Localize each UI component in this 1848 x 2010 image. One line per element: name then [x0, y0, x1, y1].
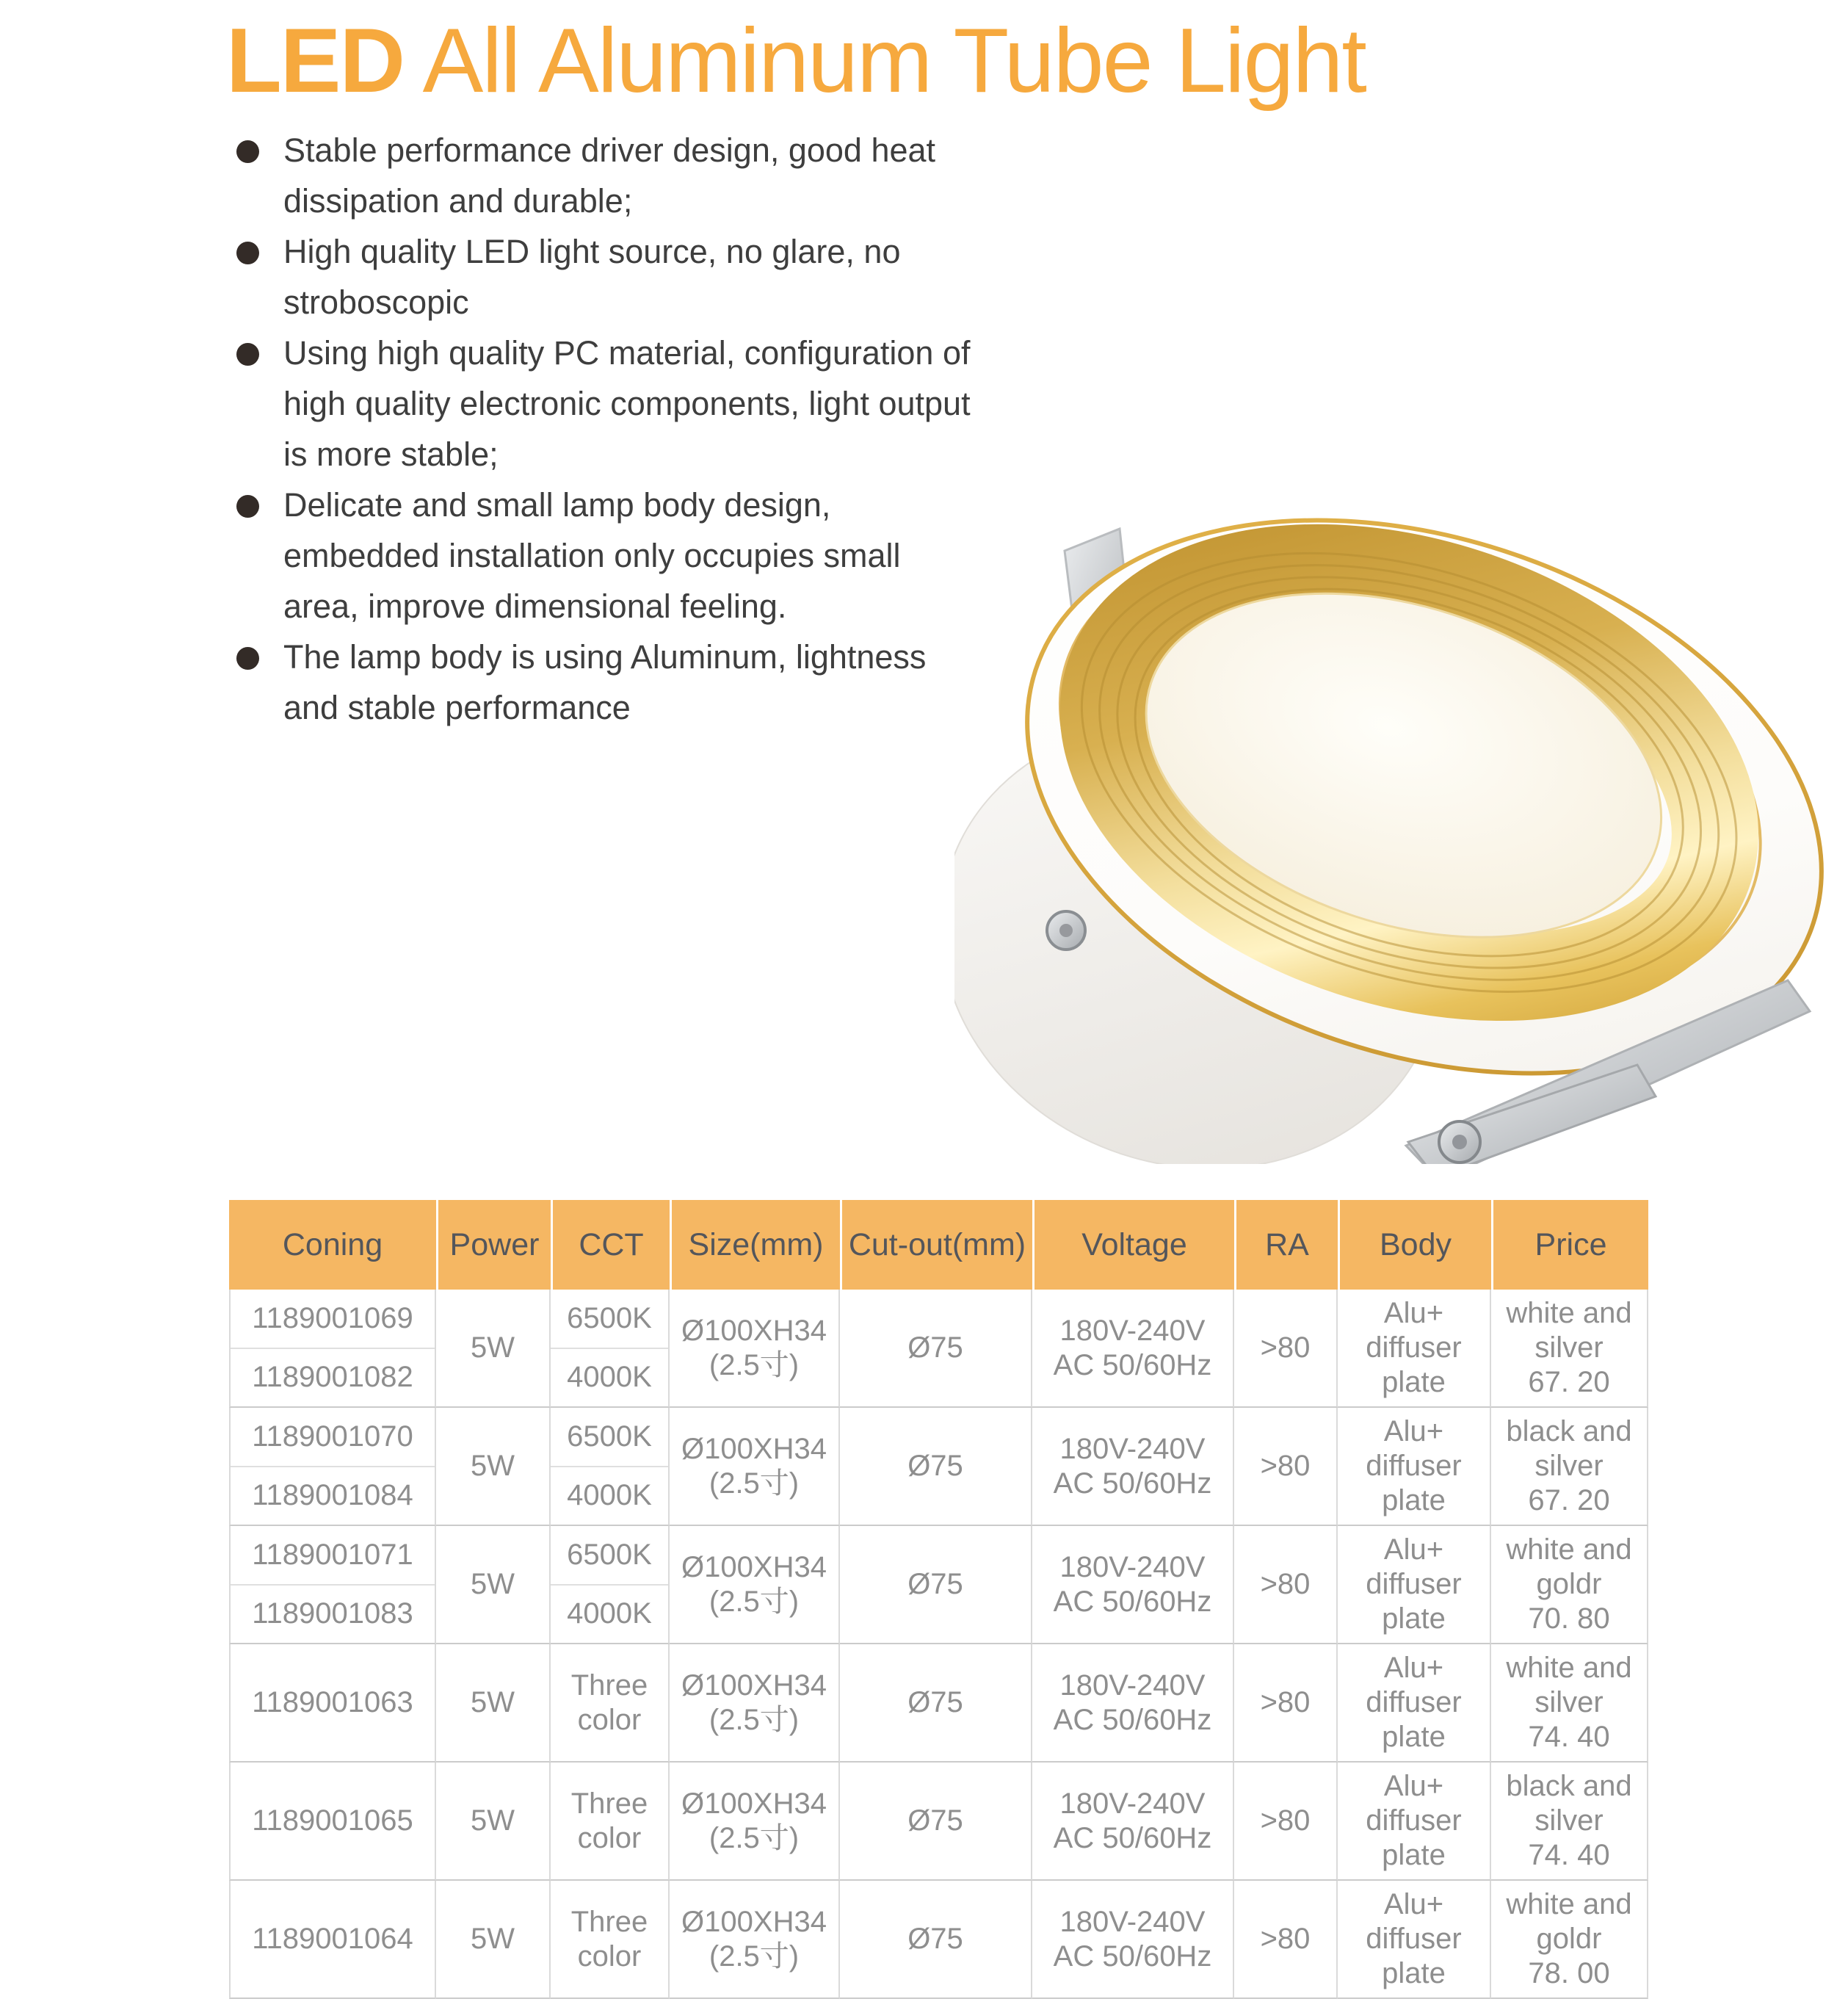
bullet-icon: [236, 242, 259, 264]
feature-line: Stable performance driver design, good heat: [283, 131, 936, 169]
spec-table: [229, 1200, 1648, 1999]
cell-cutout: Ø75: [840, 1763, 1032, 1881]
cell-coning: [229, 1526, 436, 1644]
table-row: [229, 1408, 1648, 1526]
cell-body: Alu+ diffuser plate: [1338, 1644, 1491, 1763]
feature-text: [283, 328, 971, 480]
col-header-coning: Coning: [229, 1200, 436, 1290]
feature-text: [283, 226, 900, 328]
cell-coning: 1189001063: [229, 1644, 436, 1763]
coning-value: 1189001082: [231, 1348, 435, 1407]
title-led: LED: [226, 10, 404, 112]
cell-cct: Three color: [551, 1763, 670, 1881]
cell-voltage: 180V-240V AC 50/60Hz: [1032, 1408, 1234, 1526]
coning-value: 1189001069: [252, 1301, 413, 1334]
cell-voltage: 180V-240V AC 50/60Hz: [1032, 1290, 1234, 1408]
cell-power: 5W: [436, 1526, 551, 1644]
cell-cutout: Ø75: [840, 1408, 1032, 1526]
cell-body: Alu+ diffuser plate: [1338, 1881, 1491, 1999]
clip-screw: [1059, 924, 1073, 937]
feature-line: Delicate and small lamp body design,: [283, 486, 831, 524]
col-header-body: Body: [1338, 1200, 1491, 1290]
cell-power: 5W: [436, 1408, 551, 1526]
cell-ra: >80: [1234, 1644, 1338, 1763]
cell-body: Alu+ diffuser plate: [1338, 1408, 1491, 1526]
cell-ra: >80: [1234, 1763, 1338, 1881]
feature-item: [236, 226, 1125, 328]
cell-cutout: Ø75: [840, 1290, 1032, 1408]
col-header-ra: RA: [1234, 1200, 1338, 1290]
coning-value: 1189001083: [231, 1584, 435, 1644]
cell-body: Alu+ diffuser plate: [1338, 1526, 1491, 1644]
feature-line: stroboscopic: [283, 283, 469, 321]
col-header-cct: CCT: [551, 1200, 670, 1290]
table-header-row: [229, 1200, 1648, 1290]
cell-voltage: 180V-240V AC 50/60Hz: [1032, 1881, 1234, 1999]
feature-line: high quality electronic components, light output: [283, 385, 971, 422]
bullet-icon: [236, 647, 259, 670]
coning-value: 1189001071: [252, 1538, 413, 1571]
cell-ra: >80: [1234, 1881, 1338, 1999]
feature-line: area, improve dimensional feeling.: [283, 588, 787, 625]
bullet-icon: [236, 495, 259, 518]
cell-voltage: 180V-240V AC 50/60Hz: [1032, 1644, 1234, 1763]
table-row: [229, 1644, 1648, 1763]
bullet-icon: [236, 343, 259, 366]
cell-cct: [551, 1290, 670, 1408]
cell-cct: Three color: [551, 1644, 670, 1763]
cell-cutout: Ø75: [840, 1881, 1032, 1999]
cell-cct: [551, 1408, 670, 1526]
coning-value: 1189001070: [252, 1420, 413, 1453]
feature-line: embedded installation only occupies small: [283, 537, 901, 574]
cell-cct: [551, 1526, 670, 1644]
col-header-price: Price: [1491, 1200, 1648, 1290]
feature-text: [283, 480, 900, 632]
feature-text: [283, 632, 926, 733]
feature-item: [236, 125, 1125, 226]
cell-cutout: Ø75: [840, 1644, 1032, 1763]
cell-price: white and goldr 70. 80: [1491, 1526, 1648, 1644]
cell-power: 5W: [436, 1290, 551, 1408]
cell-voltage: 180V-240V AC 50/60Hz: [1032, 1763, 1234, 1881]
cell-size: Ø100XH34 (2.5寸): [670, 1290, 840, 1408]
cct-value: 4000K: [551, 1348, 668, 1407]
title-rest: All Aluminum Tube Light: [404, 10, 1366, 112]
col-header-size: Size(mm): [670, 1200, 840, 1290]
clip-screw: [1452, 1135, 1467, 1149]
table-row: [229, 1881, 1648, 1999]
cell-coning: [229, 1290, 436, 1408]
col-header-power: Power: [436, 1200, 551, 1290]
cct-value: 4000K: [551, 1584, 668, 1644]
cell-power: 5W: [436, 1763, 551, 1881]
table-row: [229, 1763, 1648, 1881]
cell-ra: >80: [1234, 1408, 1338, 1526]
cell-size: Ø100XH34 (2.5寸): [670, 1526, 840, 1644]
coning-value: 1189001084: [231, 1466, 435, 1525]
feature-item: [236, 328, 1125, 480]
cell-power: 5W: [436, 1644, 551, 1763]
cell-cct: Three color: [551, 1881, 670, 1999]
cell-voltage: 180V-240V AC 50/60Hz: [1032, 1526, 1234, 1644]
cell-size: Ø100XH34 (2.5寸): [670, 1881, 840, 1999]
cct-value: 6500K: [567, 1420, 652, 1453]
cell-price: white and silver 67. 20: [1491, 1290, 1648, 1408]
feature-line: The lamp body is using Aluminum, lightness: [283, 638, 927, 676]
feature-line: Using high quality PC material, configuration of: [283, 334, 971, 372]
feature-text: [283, 125, 935, 226]
cct-value: 6500K: [567, 1301, 652, 1334]
cell-body: Alu+ diffuser plate: [1338, 1290, 1491, 1408]
cell-size: Ø100XH34 (2.5寸): [670, 1763, 840, 1881]
cell-price: white and silver 74. 40: [1491, 1644, 1648, 1763]
feature-line: and stable performance: [283, 689, 631, 726]
cell-price: black and silver 74. 40: [1491, 1763, 1648, 1881]
cell-coning: 1189001065: [229, 1763, 436, 1881]
table-row: [229, 1526, 1648, 1644]
col-header-cutout: Cut-out(mm): [840, 1200, 1032, 1290]
feature-line: dissipation and durable;: [283, 182, 633, 220]
feature-line: High quality LED light source, no glare, no: [283, 233, 901, 270]
page-title: [226, 6, 1366, 116]
cell-coning: 1189001064: [229, 1881, 436, 1999]
cell-price: black and silver 67. 20: [1491, 1408, 1648, 1526]
cell-size: Ø100XH34 (2.5寸): [670, 1644, 840, 1763]
cell-body: Alu+ diffuser plate: [1338, 1763, 1491, 1881]
cell-size: Ø100XH34 (2.5寸): [670, 1408, 840, 1526]
cell-power: 5W: [436, 1881, 551, 1999]
feature-line: is more stable;: [283, 435, 499, 473]
col-header-voltage: Voltage: [1032, 1200, 1234, 1290]
led-downlight-illustration: [954, 481, 1848, 1164]
cell-price: white and goldr 78. 00: [1491, 1881, 1648, 1999]
bullet-icon: [236, 140, 259, 163]
cell-coning: [229, 1408, 436, 1526]
product-photo: [954, 481, 1848, 1164]
cct-value: 6500K: [567, 1538, 652, 1571]
cell-ra: >80: [1234, 1290, 1338, 1408]
table-row: [229, 1290, 1648, 1408]
cct-value: 4000K: [551, 1466, 668, 1525]
cell-ra: >80: [1234, 1526, 1338, 1644]
cell-cutout: Ø75: [840, 1526, 1032, 1644]
